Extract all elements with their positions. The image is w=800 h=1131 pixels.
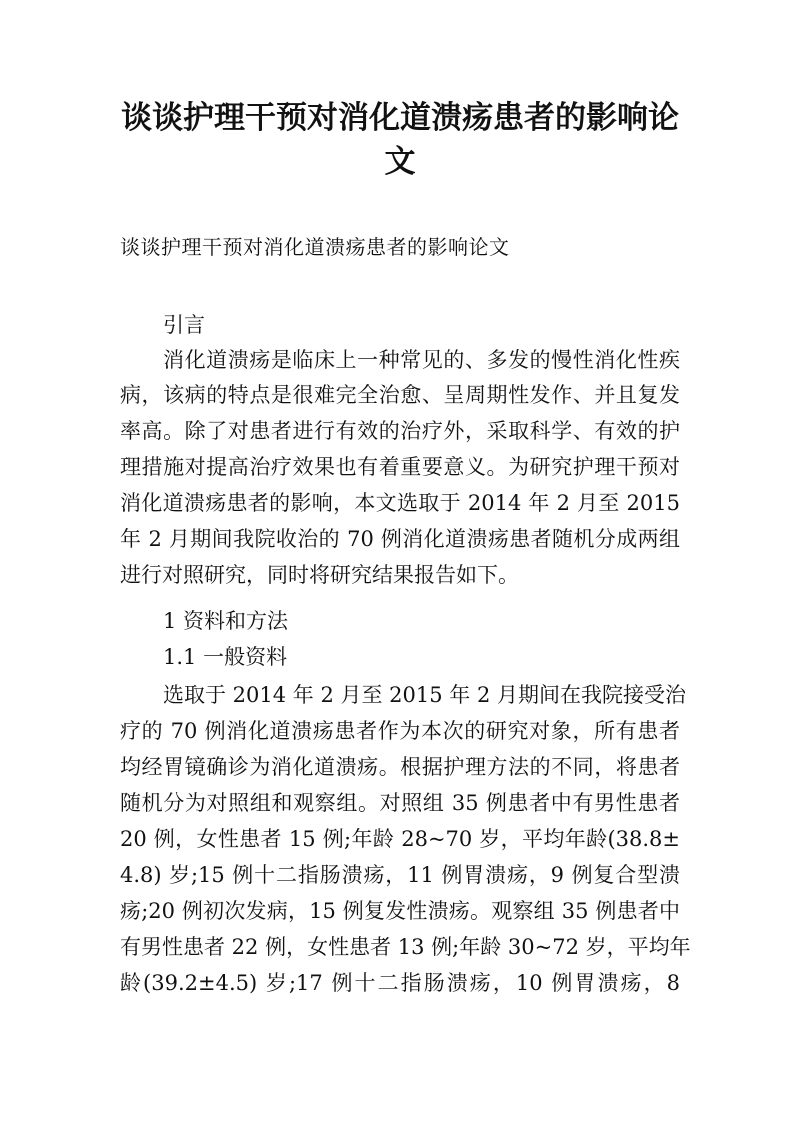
- paragraph-line: 选取于 2014 年 2 月至 2015 年 2 月期间在我院接受治: [163, 683, 687, 707]
- document-title-line-2: 文: [384, 144, 416, 180]
- paragraph-line: 疗的 70 例消化道溃疡患者作为本次的研究对象，所有患者: [120, 719, 680, 743]
- paragraph-line: 4.8) 岁;15 例十二指肠溃疡，11 例胃溃疡，9 例复合型溃: [120, 863, 680, 887]
- paragraph-line: 进行对照研究，同时将研究结果报告如下。: [120, 563, 519, 587]
- paragraph-line: 有男性患者 22 例，女性患者 13 例;年龄 30~72 岁，平均年: [120, 935, 691, 959]
- paragraph-line: 年 2 月期间我院收治的 70 例消化道溃疡患者随机分成两组: [120, 527, 680, 551]
- section-heading-intro: 引言: [163, 313, 205, 337]
- paragraph-line: 病，该病的特点是很难完全治愈、呈周期性发作、并且复发: [120, 383, 680, 407]
- paragraph-line: 随机分为对照组和观察组。对照组 35 例患者中有男性患者: [120, 791, 680, 815]
- section-heading-1: 1 资料和方法: [163, 609, 289, 633]
- document-title-line-1: 谈谈护理干预对消化道溃疡患者的影响论: [121, 100, 679, 136]
- section-heading-1-1: 1.1 一般资料: [163, 645, 288, 669]
- paragraph-line: 疡;20 例初次发病，15 例复发性溃疡。观察组 35 例患者中: [120, 899, 680, 923]
- paragraph-line: 均经胃镜确诊为消化道溃疡。根据护理方法的不同，将患者: [120, 755, 680, 779]
- paragraph-line: 消化道溃疡是临床上一种常见的、多发的慢性消化性疾: [163, 348, 680, 372]
- paragraph-line: 率高。除了对患者进行有效的治疗外，采取科学、有效的护: [120, 419, 680, 443]
- paragraph-line: 20 例，女性患者 15 例;年龄 28~70 岁，平均年龄(38.8±: [120, 827, 680, 851]
- paragraph-line: 龄(39.2±4.5) 岁;17 例十二指肠溃疡，10 例胃溃疡，8: [120, 971, 680, 995]
- paragraph-line: 消化道溃疡患者的影响，本文选取于 2014 年 2 月至 2015: [120, 491, 680, 515]
- paragraph-line: 理措施对提高治疗效果也有着重要意义。为研究护理干预对: [120, 455, 680, 479]
- document-subtitle: 谈谈护理干预对消化道溃疡患者的影响论文: [120, 235, 510, 259]
